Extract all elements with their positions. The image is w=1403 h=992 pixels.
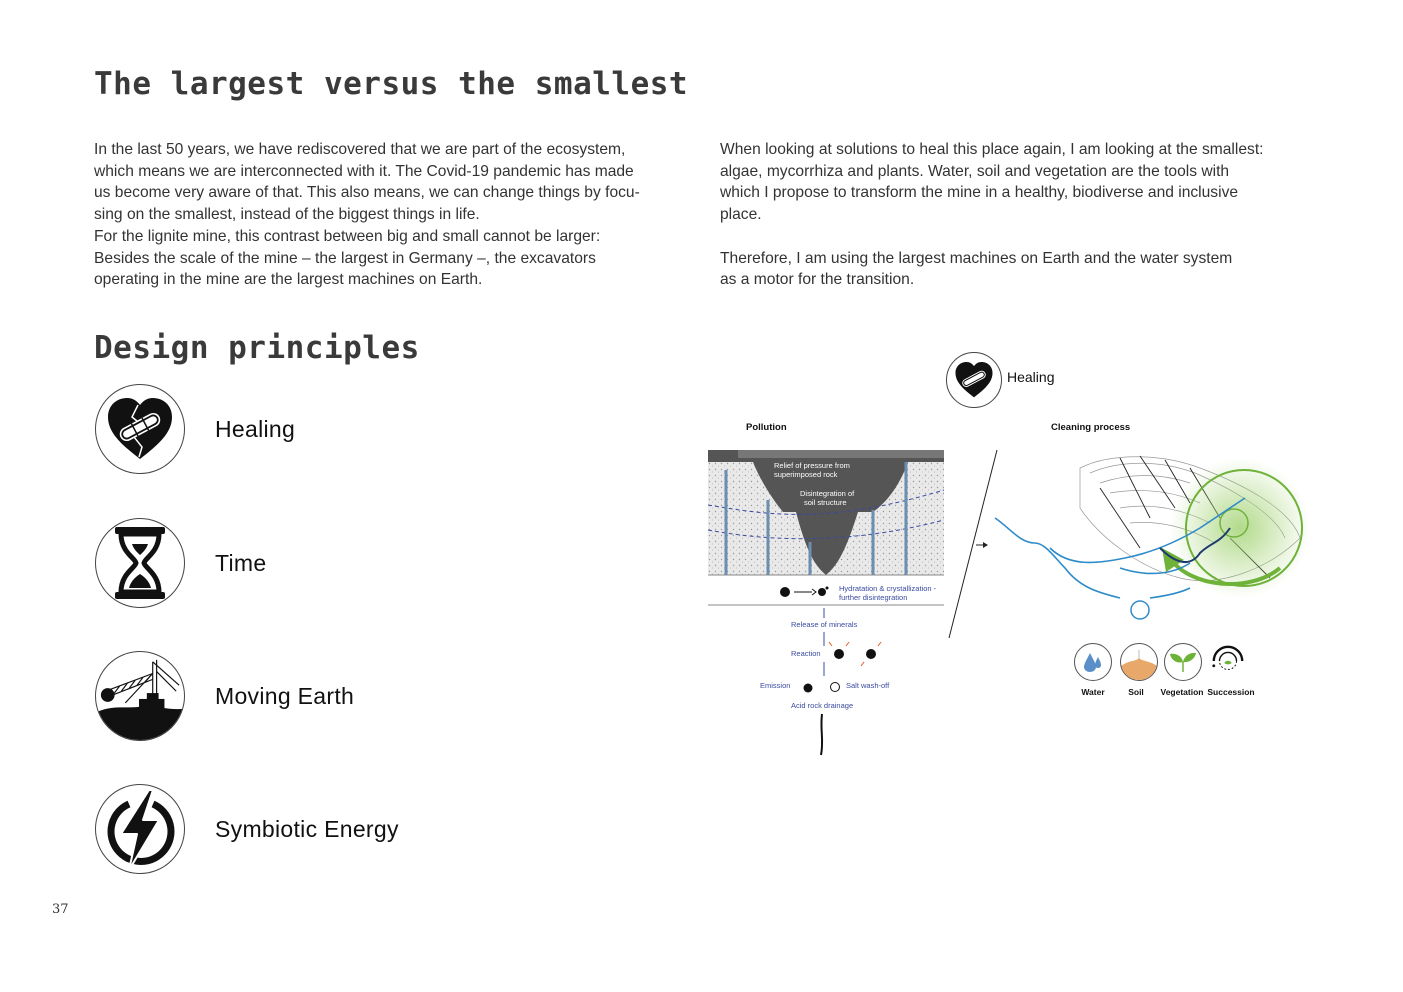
- hydration-note: Hydratation & crystallization -: [839, 584, 937, 593]
- relief-note: superimposed rock: [774, 470, 838, 479]
- succession-element: [1210, 643, 1246, 679]
- intro-right-line: as a motor for the transition.: [720, 271, 915, 289]
- principle-symbiotic-energy: [95, 783, 515, 875]
- intro-right-line: [720, 226, 1320, 248]
- succession-label: Succession: [1207, 687, 1255, 697]
- salt-note: Salt wash-off: [846, 681, 890, 690]
- water-drop-icon: [1074, 643, 1112, 681]
- intro-left-line: Besides the scale of the mine – the largest in Germany –, the excavators: [94, 249, 596, 267]
- hourglass-icon: [95, 518, 185, 608]
- water-element: [1074, 643, 1112, 681]
- acid-note: Acid rock drainage: [791, 701, 854, 710]
- principle-moving-earth: [95, 650, 515, 742]
- succession-cycle-icon: [1210, 643, 1246, 679]
- healing-badge-label: Healing: [1007, 369, 1055, 385]
- cleaning-process-label: Cleaning process: [1051, 422, 1131, 433]
- excavator-icon: [95, 651, 185, 741]
- release-note: Release of minerals: [791, 620, 858, 629]
- principle-label: Healing: [215, 415, 296, 442]
- principles-heading: Design principles: [94, 330, 420, 366]
- emission-note: Emission: [760, 681, 791, 690]
- intro-left-line: operating in the mine are the largest machines on Earth.: [94, 271, 483, 289]
- intro-left-line: which means we are interconnected with it. The Covid-19 pandemic has made: [94, 162, 634, 180]
- intro-left-line: sing on the smallest, instead of the biggest things in life.: [94, 206, 480, 224]
- main-heading: The largest versus the smallest: [94, 66, 689, 102]
- disintegration-note: Disintegration of: [800, 489, 855, 498]
- water-label: Water: [1081, 687, 1105, 697]
- cleaning-process-map: [990, 448, 1310, 624]
- reaction-note: Reaction: [791, 649, 821, 658]
- leaf-sprout-icon: [1164, 643, 1202, 681]
- vegetation-label: Vegetation: [1160, 687, 1204, 697]
- intro-left-line: For the lignite mine, this contrast between big and small cannot be larger:: [94, 227, 601, 245]
- principle-time: [95, 517, 515, 609]
- disintegration-note: soil structure: [804, 498, 847, 507]
- pollution-diagram: [708, 450, 944, 760]
- intro-right-line: place.: [720, 206, 762, 224]
- principle-label: Moving Earth: [215, 682, 355, 709]
- principle-label: Symbiotic Energy: [215, 815, 399, 842]
- lightning-bolt-icon: [95, 784, 185, 874]
- healing-badge: [946, 352, 1002, 408]
- principle-label: Time: [215, 549, 267, 576]
- broken-heart-bandage-icon: [946, 352, 1002, 408]
- intro-left-line: In the last 50 years, we have rediscovered that we are part of the ecosystem,: [94, 141, 626, 158]
- principle-healing: [95, 383, 515, 475]
- intro-right-column: [720, 139, 1320, 291]
- hydration-note: further disintegration: [839, 593, 908, 602]
- intro-left-line: us become very aware of that. This also means, we can change things by focu-: [94, 184, 640, 202]
- intro-left-column: [94, 139, 694, 291]
- vegetation-element: [1164, 643, 1202, 681]
- intro-right-line: When looking at solutions to heal this place again, I am looking at the smallest:: [720, 141, 1264, 158]
- intro-right-line: algae, mycorrhiza and plants. Water, soil and vegetation are the tools with: [720, 162, 1230, 180]
- intro-right-line: Therefore, I am using the largest machines on Earth and the water system: [720, 249, 1233, 267]
- soil-label: Soil: [1128, 687, 1144, 697]
- pollution-label: Pollution: [746, 422, 787, 433]
- soil-icon: [1120, 643, 1158, 681]
- broken-heart-bandage-icon: [95, 384, 185, 474]
- page-number: 37: [52, 902, 69, 917]
- relief-note: Relief of pressure from: [774, 461, 850, 470]
- soil-element: [1120, 643, 1158, 681]
- intro-right-line: which I propose to transform the mine in a healthy, biodiverse and inclusive: [720, 184, 1239, 202]
